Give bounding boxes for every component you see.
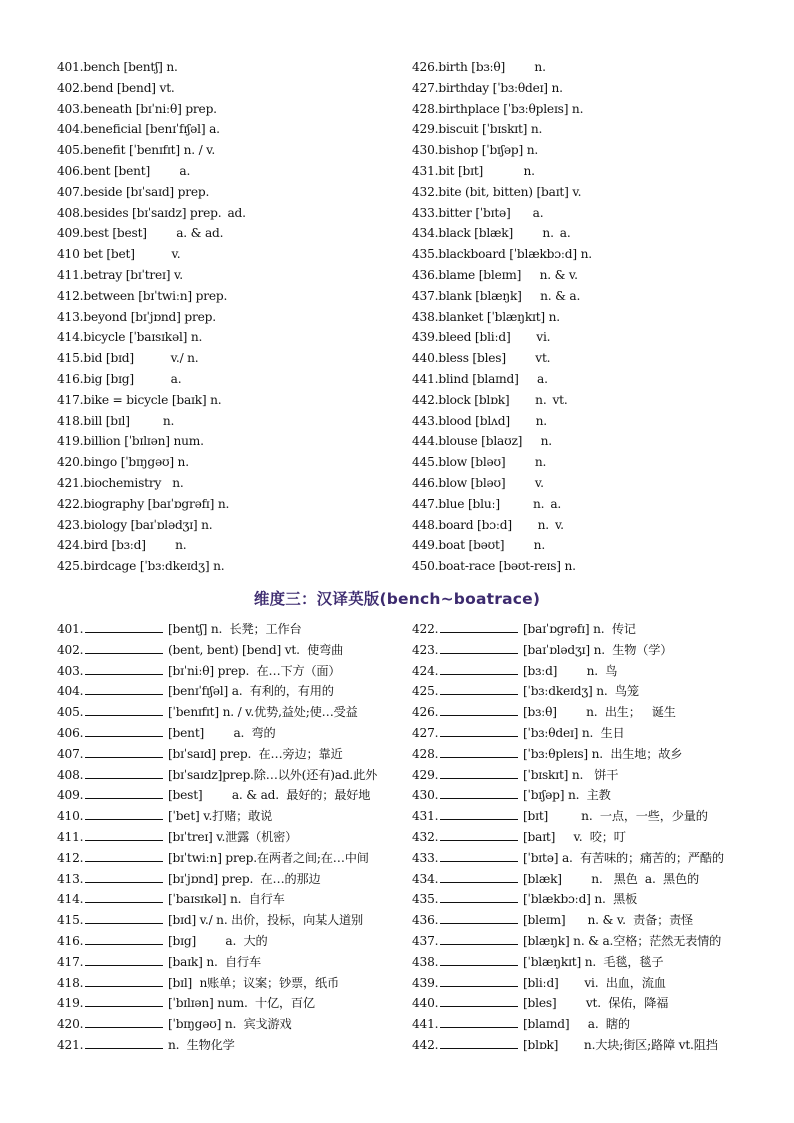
item-number: 417. xyxy=(57,954,84,969)
item-number: 427. xyxy=(412,726,439,740)
vocab-item xyxy=(412,664,617,678)
vocab-item xyxy=(412,913,693,927)
vocab-item xyxy=(57,310,220,324)
vocab-definition: [blæk] n. 黑色 a. 黑色的 xyxy=(523,871,699,886)
vocab-definition: [bɪˈniːθ] prep. 在…下方（面） xyxy=(168,663,341,678)
vocab-item xyxy=(57,872,320,886)
answer-blank[interactable] xyxy=(440,1017,518,1028)
answer-blank[interactable] xyxy=(440,976,518,987)
vocab-entry: 430.bishop [ˈbɪʃəp] n. xyxy=(412,143,539,158)
answer-blank[interactable] xyxy=(85,643,163,654)
vocab-item xyxy=(412,372,552,386)
vocab-entry: 417.bike = bicycle [baɪk] n. xyxy=(57,392,222,407)
vocab-item xyxy=(57,934,267,948)
vocab-item xyxy=(57,559,228,573)
vocab-entry: 420.bingo [ˈbɪŋgəʊ] n. xyxy=(57,455,189,470)
answer-blank[interactable] xyxy=(85,705,163,716)
vocab-entry: 411.betray [bɪˈtreɪ] v. xyxy=(57,268,183,282)
item-number: 438. xyxy=(412,954,439,969)
vocab-definition: [baɪˈɒgrəfɪ] n. 传记 xyxy=(523,622,636,636)
vocab-item xyxy=(412,1017,630,1031)
answer-blank[interactable] xyxy=(440,851,518,862)
vocab-entry: 426.birth [bɜːθ] n. xyxy=(412,60,546,74)
vocab-definition: [baɪt] v. 咬；叮 xyxy=(523,830,626,844)
vocab-definition: [ˈblæŋkɪt] n. 毛毯，毯子 xyxy=(523,954,664,969)
item-number: 420. xyxy=(57,1017,84,1032)
vocab-item xyxy=(57,372,185,386)
vocab-item xyxy=(412,559,580,573)
vocab-definition: [best] a. & ad. 最好的；最好地 xyxy=(168,788,371,803)
vocab-definition: [ˈblækbɔːd] n. 黑板 xyxy=(523,892,638,907)
vocab-item xyxy=(412,768,618,782)
answer-blank[interactable] xyxy=(440,768,518,779)
vocab-item xyxy=(57,1038,235,1052)
vocab-item xyxy=(412,393,572,407)
vocab-item xyxy=(412,1038,718,1052)
answer-blank[interactable] xyxy=(85,934,163,945)
item-number: 425. xyxy=(412,684,439,699)
answer-blank[interactable] xyxy=(440,872,518,883)
item-number: 415. xyxy=(57,913,84,928)
item-number: 405. xyxy=(57,705,84,720)
vocab-entry: 439.bleed [bliːd] vi. xyxy=(412,330,551,345)
section-heading: 维度三：汉译英版(bench~boatrace) xyxy=(253,590,541,608)
vocab-item xyxy=(412,164,539,178)
item-number: 424. xyxy=(412,663,439,678)
vocab-item xyxy=(412,851,724,865)
vocab-entry: 406.bent [bent] a. xyxy=(57,164,191,178)
vocab-definition: [ˈbaɪsɪkəl] n. 自行车 xyxy=(168,892,285,907)
item-number: 422. xyxy=(412,622,439,636)
pos-label: a. xyxy=(550,496,562,511)
vocab-entry: 437.blank [blæŋk] n. & a. xyxy=(412,288,581,303)
vocab-definition: [ˈbɜːθdeɪ] n. 生日 xyxy=(523,726,625,740)
vocab-definition: [ˈbɪlɪən] num. 十亿，百亿 xyxy=(168,996,315,1011)
answer-blank[interactable] xyxy=(85,622,163,633)
vocab-item xyxy=(412,455,550,469)
vocab-item xyxy=(412,955,663,969)
vocab-item xyxy=(412,330,554,344)
vocab-item xyxy=(57,684,334,698)
vocab-item xyxy=(57,726,276,740)
vocab-entry: 423.biology [baɪˈɒlədʒɪ] n. xyxy=(57,517,213,532)
vocab-entry: 432.bite (bit, bitten) [baɪt] v. xyxy=(412,184,582,199)
vocab-definition: [ˈbenɪfɪt] n. / v.优势,益处;使…受益 xyxy=(168,705,358,720)
vocab-item xyxy=(57,351,202,365)
vocab-item xyxy=(57,747,342,761)
vocab-definition: [ˈbɪskɪt] n. 饼干 xyxy=(523,767,619,782)
vocab-item xyxy=(57,393,225,407)
vocab-definition: [ˈbɪtə] a. 有苦味的；痛苦的；严酷的 xyxy=(523,850,724,865)
item-number: 416. xyxy=(57,934,84,948)
vocab-item xyxy=(57,788,370,802)
vocab-entry: 450.boat-race [bəʊt-reɪs] n. xyxy=(412,559,576,574)
vocab-entry: 419.billion [ˈbɪlɪən] num. xyxy=(57,434,204,449)
answer-blank[interactable] xyxy=(85,768,163,779)
answer-blank[interactable] xyxy=(85,809,163,820)
item-number: 406. xyxy=(57,726,84,740)
answer-blank[interactable] xyxy=(440,809,518,820)
vocab-item xyxy=(412,143,542,157)
vocab-entry: 431.bit [bɪt] n. xyxy=(412,164,535,178)
vocab-item xyxy=(412,830,626,844)
vocab-item xyxy=(57,955,261,969)
vocab-definition: [bɪˈtwiːn] prep.在两者之间;在…中间 xyxy=(168,850,369,865)
vocab-item xyxy=(57,206,250,220)
vocab-item xyxy=(57,164,194,178)
vocab-entry: 404.beneficial [benɪˈfɪʃəl] a. xyxy=(57,122,220,137)
item-number: 412. xyxy=(57,850,84,865)
answer-blank[interactable] xyxy=(440,664,518,675)
vocab-item xyxy=(57,705,358,719)
vocab-item xyxy=(412,872,699,886)
vocab-entry: 412.between [bɪˈtwiːn] prep. xyxy=(57,288,228,303)
vocab-entry: 405.benefit [ˈbenɪfɪt] n. / v. xyxy=(57,143,216,158)
answer-blank[interactable] xyxy=(440,726,518,737)
item-number: 442. xyxy=(412,1038,439,1052)
item-number: 435. xyxy=(412,892,439,907)
item-number: 426. xyxy=(412,705,439,720)
vocab-entry: 421.biochemistry n. xyxy=(57,476,184,490)
vocab-definition: [blaɪnd] a. 瞎的 xyxy=(523,1017,630,1032)
vocab-item xyxy=(412,497,565,511)
vocab-entry: 446.blow [bləʊ] v. xyxy=(412,476,544,490)
vocab-definition: [bɪd] v./ n. 出价，投标，向某人道别 xyxy=(168,913,364,928)
answer-blank[interactable] xyxy=(440,684,518,695)
vocab-item xyxy=(57,664,340,678)
answer-blank[interactable] xyxy=(440,955,518,966)
answer-blank[interactable] xyxy=(440,1038,518,1049)
answer-blank[interactable] xyxy=(440,643,518,654)
item-number: 419. xyxy=(57,996,84,1011)
item-number: 436. xyxy=(412,913,439,928)
vocab-definition: [ˈbɪʃəp] n. 主教 xyxy=(523,788,611,803)
vocab-definition: [bentʃ] n. 长凳；工作台 xyxy=(168,622,302,636)
vocab-item xyxy=(57,247,184,261)
vocab-definition: [bɪˈsaɪdz]prep.除…以外(还有)ad.此外 xyxy=(168,767,378,782)
vocab-definition: [bliːd] vi. 出血，流血 xyxy=(523,975,666,990)
vocab-item xyxy=(57,518,216,532)
pos-label: ad. xyxy=(227,205,246,220)
vocab-definition: [baɪˈɒlədʒɪ] n. 生物（学） xyxy=(523,642,673,657)
answer-blank[interactable] xyxy=(85,726,163,737)
vocab-entry: 447.blue [bluː] n. xyxy=(412,496,545,511)
answer-blank[interactable] xyxy=(85,1038,163,1049)
vocab-definition: [bles] vt. 保佑，降福 xyxy=(523,996,669,1011)
item-number: 401. xyxy=(57,622,84,636)
answer-blank[interactable] xyxy=(440,622,518,633)
vocab-entry: 425.birdcage [ˈbɜːdkeɪdʒ] n. xyxy=(57,559,225,574)
vocab-entry: 435.blackboard [ˈblækbɔːd] n. xyxy=(412,247,592,262)
vocab-item xyxy=(412,996,668,1010)
item-number: 423. xyxy=(412,642,439,657)
answer-blank[interactable] xyxy=(85,872,163,883)
vocab-item xyxy=(412,102,587,116)
vocab-definition: [baɪk] n. 自行车 xyxy=(168,954,261,969)
answer-blank[interactable] xyxy=(85,892,163,903)
item-number: 430. xyxy=(412,788,439,803)
vocab-entry: 442.block [blɒk] n. xyxy=(412,392,547,407)
answer-blank[interactable] xyxy=(85,830,163,841)
vocab-item xyxy=(412,206,547,220)
vocab-entry: 424.bird [bɜːd] n. xyxy=(57,538,187,553)
vocab-item xyxy=(57,455,193,469)
answer-blank[interactable] xyxy=(85,664,163,675)
vocab-entry: 418.bill [bɪl] n. xyxy=(57,413,175,428)
answer-blank[interactable] xyxy=(85,913,163,924)
vocab-item xyxy=(412,747,682,761)
vocab-entry: 407.beside [bɪˈsaɪd] prep. xyxy=(57,184,210,199)
vocab-item xyxy=(412,809,708,823)
vocab-item xyxy=(412,268,582,282)
vocab-item xyxy=(412,934,721,948)
vocab-item xyxy=(412,289,584,303)
vocab-item xyxy=(57,102,221,116)
answer-blank[interactable] xyxy=(85,788,163,799)
vocab-item xyxy=(57,60,182,74)
vocab-entry: 443.blood [blʌd] n. xyxy=(412,413,547,428)
answer-blank[interactable] xyxy=(85,996,163,1007)
item-number: 402. xyxy=(57,642,84,657)
vocab-item xyxy=(57,268,187,282)
vocab-entry: 428.birthplace [ˈbɜːθpleɪs] n. xyxy=(412,101,584,116)
vocab-item xyxy=(412,643,672,657)
answer-blank[interactable] xyxy=(440,747,518,758)
vocab-item xyxy=(57,996,315,1010)
vocab-item xyxy=(57,622,301,636)
item-number: 408. xyxy=(57,767,84,782)
vocab-definition: [bleɪm] n. & v. 责备；责怪 xyxy=(523,913,694,928)
vocab-item xyxy=(412,726,625,740)
item-number: 432. xyxy=(412,830,439,844)
vocab-item xyxy=(57,643,343,657)
vocab-entry: 401.bench [bentʃ] n. xyxy=(57,60,178,74)
answer-blank[interactable] xyxy=(85,976,163,987)
pos-label: v. xyxy=(554,517,564,532)
vocab-entry: 444.blouse [blaʊz] n. xyxy=(412,434,552,449)
vocab-item xyxy=(57,226,227,240)
vocab-entry: 445.blow [bləʊ] n. xyxy=(412,455,547,470)
answer-blank[interactable] xyxy=(440,788,518,799)
vocab-definition: n. 生物化学 xyxy=(168,1038,235,1052)
vocab-definition: [blæŋk] n. & a.空格；茫然无表情的 xyxy=(523,934,722,948)
answer-blank[interactable] xyxy=(440,934,518,945)
vocab-item xyxy=(57,1017,291,1031)
item-number: 434. xyxy=(412,871,439,886)
vocab-definition: [bɪˈsaɪd] prep. 在…旁边；靠近 xyxy=(168,746,343,761)
item-number: 429. xyxy=(412,767,439,782)
vocab-item xyxy=(57,892,285,906)
vocab-entry: 448.board [bɔːd] n. xyxy=(412,517,549,532)
answer-blank[interactable] xyxy=(440,892,518,903)
vocab-definition: [bɪl] n账单；议案；钞票，纸币 xyxy=(168,975,339,990)
answer-blank[interactable] xyxy=(440,705,518,716)
vocab-entry: 409.best [best] a. & ad. xyxy=(57,226,224,241)
vocab-entry: 402.bend [bend] vt. xyxy=(57,80,175,95)
vocab-item xyxy=(57,289,231,303)
vocab-entry: 436.blame [bleɪm] n. & v. xyxy=(412,268,578,282)
item-number: 411. xyxy=(57,830,84,844)
vocab-entry: 403.beneath [bɪˈniːθ] prep. xyxy=(57,101,217,116)
vocab-item xyxy=(57,414,178,428)
item-number: 418. xyxy=(57,975,84,990)
item-number: 441. xyxy=(412,1017,439,1032)
item-number: 421. xyxy=(57,1038,84,1052)
vocab-definition: [bɪˈtreɪ] v.泄露（机密） xyxy=(168,830,298,844)
item-number: 428. xyxy=(412,746,439,761)
vocab-item xyxy=(412,185,585,199)
vocab-item xyxy=(57,913,363,927)
vocab-definition: [bɪˈjɒnd] prep. 在…的那边 xyxy=(168,871,321,886)
vocab-entry: 416.big [bɪg] a. xyxy=(57,372,182,386)
answer-blank[interactable] xyxy=(85,955,163,966)
vocab-item xyxy=(412,310,564,324)
vocab-item xyxy=(57,122,224,136)
vocab-item xyxy=(57,538,190,552)
item-number: 437. xyxy=(412,934,439,948)
vocab-definition: [ˈbɜːdkeɪdʒ] n. 鸟笼 xyxy=(523,684,639,699)
vocab-entry: 415.bid [bɪd] v./ n. xyxy=(57,351,199,366)
vocab-entry: 449.boat [bəʊt] n. xyxy=(412,538,546,553)
answer-blank[interactable] xyxy=(85,1017,163,1028)
vocab-item xyxy=(57,143,219,157)
item-number: 407. xyxy=(57,746,84,761)
item-number: 439. xyxy=(412,975,439,990)
item-number: 440. xyxy=(412,996,439,1011)
vocab-item xyxy=(412,538,549,552)
vocab-definition: [bent] a. 弯的 xyxy=(168,726,276,740)
vocab-item xyxy=(57,497,233,511)
item-number: 414. xyxy=(57,892,84,907)
vocab-entry: 422.biography [baɪˈɒgrəfɪ] n. xyxy=(57,496,230,511)
vocab-item xyxy=(57,81,179,95)
vocab-item xyxy=(57,768,377,782)
vocab-item xyxy=(57,330,206,344)
vocab-item xyxy=(412,518,568,532)
vocab-entry: 410 bet [bet] v. xyxy=(57,247,181,262)
item-number: 413. xyxy=(57,871,84,886)
vocab-entry: 441.blind [blaɪnd] a. xyxy=(412,372,548,386)
answer-blank[interactable] xyxy=(440,830,518,841)
item-number: 404. xyxy=(57,684,84,699)
vocab-item xyxy=(412,226,575,240)
vocab-item xyxy=(412,976,666,990)
vocab-definition: [bɜːθ] n. 出生； 诞生 xyxy=(523,705,676,720)
vocab-definition: (bent, bent) [bend] vt. 使弯曲 xyxy=(168,642,344,657)
vocab-entry: 427.birthday [ˈbɜːθdeɪ] n. xyxy=(412,80,563,95)
vocab-definition: [ˈbet] v.打赌；敢说 xyxy=(168,809,273,824)
vocab-entry: 438.blanket [ˈblæŋkɪt] n. xyxy=(412,309,560,324)
vocab-entry: 413.beyond [bɪˈjɒnd] prep. xyxy=(57,309,216,324)
vocab-item xyxy=(412,351,554,365)
item-number: 403. xyxy=(57,663,84,678)
answer-blank[interactable] xyxy=(85,747,163,758)
item-number: 410. xyxy=(57,809,84,824)
vocab-item xyxy=(57,185,213,199)
vocab-item xyxy=(412,60,550,74)
vocab-entry: 440.bless [bles] vt. xyxy=(412,351,551,366)
vocab-definition: [ˈbɜːθpleɪs] n. 出生地；故乡 xyxy=(523,746,683,761)
vocab-item xyxy=(412,476,548,490)
vocab-item xyxy=(57,830,297,844)
vocab-item xyxy=(412,684,639,698)
vocab-item xyxy=(57,976,339,990)
vocab-definition: [bɪt] n. 一点，一些，少量的 xyxy=(523,809,708,824)
answer-blank[interactable] xyxy=(440,913,518,924)
vocab-item xyxy=(57,809,272,823)
vocab-definition: [benɪˈfɪʃəl] a. 有利的，有用的 xyxy=(168,684,334,699)
vocab-item xyxy=(412,434,556,448)
vocab-item xyxy=(412,247,596,261)
item-number: 431. xyxy=(412,809,439,824)
vocab-item xyxy=(412,705,676,719)
pos-label: a. xyxy=(559,226,571,241)
vocab-entry: 434.black [blæk] n. xyxy=(412,226,554,241)
vocab-item xyxy=(57,476,188,490)
vocab-item xyxy=(412,122,546,136)
vocab-item xyxy=(412,622,636,636)
vocab-entry: 429.biscuit [ˈbɪskɪt] n. xyxy=(412,122,543,137)
vocab-entry: 433.bitter [ˈbɪtə] a. xyxy=(412,205,544,220)
answer-blank[interactable] xyxy=(85,851,163,862)
item-number: 409. xyxy=(57,788,84,803)
vocab-item xyxy=(412,892,637,906)
vocab-entry: 414.bicycle [ˈbaɪsɪkəl] n. xyxy=(57,330,203,345)
item-number: 433. xyxy=(412,850,439,865)
vocab-entry: 408.besides [bɪˈsaɪdz] prep. xyxy=(57,205,222,220)
answer-blank[interactable] xyxy=(440,996,518,1007)
vocab-item xyxy=(412,81,567,95)
answer-blank[interactable] xyxy=(85,684,163,695)
vocab-definition: [bɪg] a. 大的 xyxy=(168,934,268,948)
vocab-item xyxy=(412,414,551,428)
vocab-item xyxy=(412,788,611,802)
pos-label: vt. xyxy=(552,392,568,407)
vocab-definition: [blɒk] n.大块;街区;路障 vt.阻挡 xyxy=(523,1038,718,1052)
vocab-item xyxy=(57,851,369,865)
vocab-definition: [ˈbɪŋgəʊ] n. 宾戈游戏 xyxy=(168,1017,292,1032)
vocab-item xyxy=(57,434,208,448)
vocab-definition: [bɜːd] n. 鸟 xyxy=(523,663,618,678)
